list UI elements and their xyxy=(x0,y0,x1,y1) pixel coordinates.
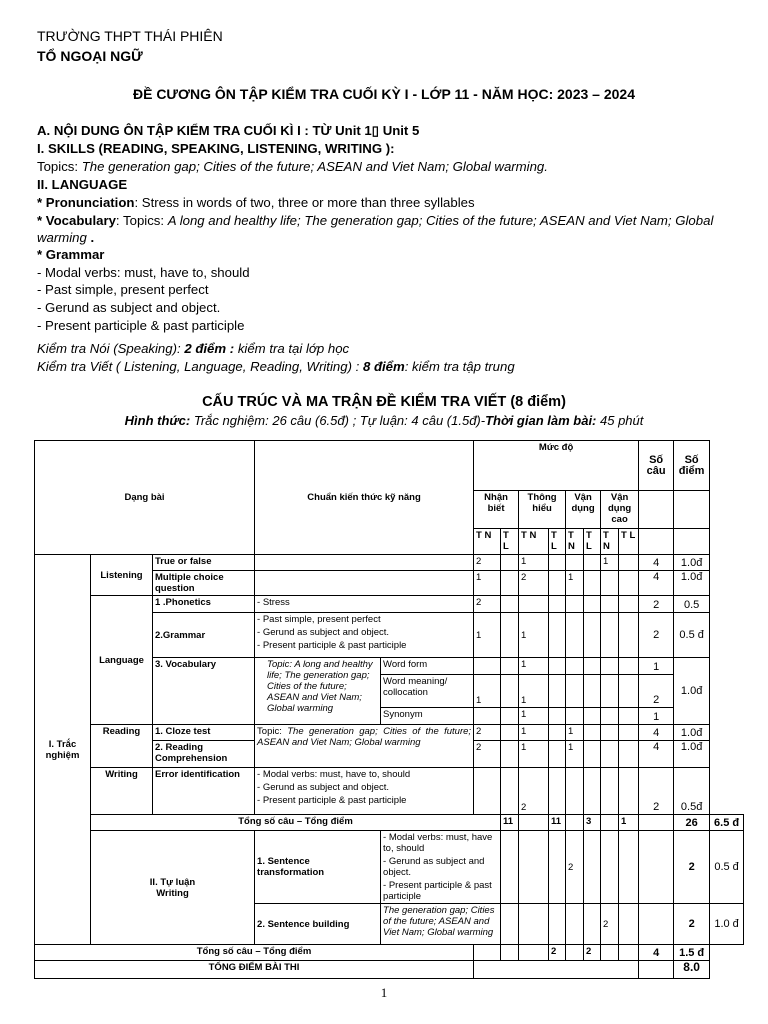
err-so-diem: 0.5đ xyxy=(674,768,710,815)
empty-cell xyxy=(549,658,566,675)
cloze-nhan-biet: 2 xyxy=(474,725,501,741)
empty-cell xyxy=(619,555,639,571)
pronunciation-line: * Pronunciation: Stress in words of two, three or more than three syllables xyxy=(37,195,475,210)
empty-cell xyxy=(601,945,619,961)
empty-cell xyxy=(549,741,566,768)
phon-nhan-biet: 2 xyxy=(474,596,501,613)
empty-cell xyxy=(619,675,639,708)
header-tl: T L xyxy=(549,529,566,555)
empty-cell xyxy=(549,831,566,904)
gram-so-cau: 2 xyxy=(639,613,674,658)
total1-so-diem: 6.5 đ xyxy=(710,815,744,831)
school-name: TRƯỜNG THPT THÁI PHIÊN xyxy=(37,28,223,44)
total2-thong-hieu-tl: 2 xyxy=(549,945,566,961)
header-tn: T N xyxy=(601,529,619,555)
grammar-standard xyxy=(255,613,474,658)
mcq-label: Multiple choice question xyxy=(153,571,255,596)
empty-cell xyxy=(601,596,619,613)
empty-cell xyxy=(584,675,601,708)
err-thong-hieu: 2 xyxy=(519,768,549,815)
header-tn: T N xyxy=(474,529,501,555)
language-heading: II. LANGUAGE xyxy=(37,177,128,192)
empty-cell xyxy=(549,904,566,945)
empty-cell xyxy=(501,675,519,708)
empty-cell xyxy=(619,741,639,768)
sb-van-dung-tl: 2 xyxy=(601,904,619,945)
mcq-so-cau: 4 xyxy=(639,571,674,596)
empty-cell xyxy=(619,571,639,596)
mcq-van-dung: 1 xyxy=(566,571,584,596)
sentence-transformation-label: 1. Sentence transformation xyxy=(255,831,381,904)
empty-cell xyxy=(566,675,584,708)
total1-so-cau: 26 xyxy=(674,815,710,831)
empty-cell xyxy=(601,741,619,768)
section-a-heading: A. NỘI DUNG ÔN TẬP KIỂM TRA CUỐI KÌ I : TỪ Unit 1▯ Unit 5 xyxy=(37,123,420,138)
header-muc-do: Mức độ xyxy=(474,441,639,491)
phon-so-diem: 0.5 xyxy=(674,596,710,613)
header-so-diem: Số điểm xyxy=(674,441,710,491)
grand-total-label: TỔNG ĐIỂM BÀI THI xyxy=(35,961,474,979)
empty-cell xyxy=(601,815,619,831)
gram-so-diem: 0.5 đ xyxy=(674,613,710,658)
empty-cell xyxy=(474,708,501,725)
gram-nhan-biet: 1 xyxy=(474,613,501,658)
mcq-thong-hieu: 2 xyxy=(519,571,549,596)
empty-cell xyxy=(674,491,710,529)
empty-cell xyxy=(619,945,639,961)
writing-standard-item: - Present participle & past participle xyxy=(383,880,492,902)
header-van-dung: Vận dụng xyxy=(566,491,601,529)
total1-van-dung: 3 xyxy=(584,815,601,831)
listening-label: Listening xyxy=(91,555,153,596)
empty-cell xyxy=(474,768,501,815)
speaking-test-line: Kiểm tra Nói (Speaking): 2 điểm : kiểm tra tại lớp học xyxy=(37,341,350,356)
empty-cell xyxy=(501,571,519,596)
sentence-building-topic: The generation gap; Cities of the future; ASEAN and Viet Nam; Global warming xyxy=(381,904,501,945)
empty-cell xyxy=(474,945,501,961)
total2-so-cau: 4 xyxy=(639,945,674,961)
grammar-standard-item: - Present participle & past participle xyxy=(257,640,407,651)
total-part-2-label: Tổng số câu – Tổng điểm xyxy=(35,945,474,961)
cloze-so-diem: 1.0đ xyxy=(674,725,710,741)
sb-so-diem: 1.0 đ xyxy=(710,904,744,945)
empty-cell xyxy=(601,658,619,675)
header-thong-hieu: Thông hiểu xyxy=(519,491,566,529)
empty-cell xyxy=(501,904,519,945)
empty-cell xyxy=(501,945,519,961)
empty-cell xyxy=(549,725,566,741)
wm-thong-hieu: 1 xyxy=(519,675,549,708)
empty-cell xyxy=(639,961,674,979)
header-chuan-kien-thuc: Chuẩn kiến thức kỹ năng xyxy=(255,441,474,555)
empty-cell xyxy=(501,596,519,613)
vocabulary-topic: Topic: A long and healthy life; The generation gap; Cities of the future; ASEAN and Viet Nam; Global warming xyxy=(255,658,381,725)
empty-cell xyxy=(549,596,566,613)
rc-van-dung: 1 xyxy=(566,741,584,768)
reading-label: Reading xyxy=(91,725,153,768)
cloze-test-label: 1. Cloze test xyxy=(153,725,255,741)
rc-so-cau: 4 xyxy=(639,741,674,768)
writing-label: Writing xyxy=(91,768,153,815)
writing-standard-item: - Gerund as subject and object. xyxy=(257,782,390,793)
tf-nhan-biet: 2 xyxy=(474,555,501,571)
total1-nhan-biet: 11 xyxy=(501,815,519,831)
word-form-label: Word form xyxy=(381,658,474,675)
word-meaning-label: Word meaning/ collocation xyxy=(381,675,474,708)
empty-cell xyxy=(584,658,601,675)
wf-thong-hieu: 1 xyxy=(519,658,549,675)
empty-cell xyxy=(601,675,619,708)
phon-so-cau: 2 xyxy=(639,596,674,613)
empty-cell xyxy=(566,815,584,831)
empty-cell xyxy=(584,613,601,658)
sentence-building-label: 2. Sentence building xyxy=(255,904,381,945)
empty-cell xyxy=(501,831,519,904)
empty-cell xyxy=(584,555,601,571)
department-name: TỔ NGOẠI NGỮ xyxy=(37,48,143,64)
empty-cell xyxy=(501,613,519,658)
page-number: 1 xyxy=(380,985,388,1000)
test-format-line: Hình thức: Trắc nghiệm: 26 câu (6.5đ) ; Tự luận: 4 câu (1.5đ)-Thời gian làm bài: 45 phút xyxy=(124,413,644,428)
grand-total-value: 8.0 xyxy=(674,961,710,979)
empty-cell xyxy=(566,768,584,815)
empty-cell xyxy=(619,768,639,815)
empty-cell xyxy=(519,904,549,945)
empty-cell xyxy=(474,658,501,675)
writing-standard-item: - Modal verbs: must, have to, should xyxy=(257,769,411,780)
empty-cell xyxy=(566,555,584,571)
synonym-label: Synonym xyxy=(381,708,474,725)
empty-cell xyxy=(566,596,584,613)
mcq-so-diem: 1.0đ xyxy=(674,571,710,596)
empty-cell xyxy=(639,831,674,904)
st-thong-hieu-tl: 2 xyxy=(566,831,584,904)
syn-thong-hieu: 1 xyxy=(519,708,549,725)
empty-cell xyxy=(549,613,566,658)
phonetics-standard: - Stress xyxy=(255,596,474,613)
empty-cell xyxy=(639,491,674,529)
header-tl: T L xyxy=(584,529,601,555)
grammar-heading: * Grammar xyxy=(37,247,105,262)
header-tn: T N xyxy=(519,529,549,555)
vocab-so-diem: 1.0đ xyxy=(674,658,710,725)
empty-cell xyxy=(549,675,566,708)
empty-cell xyxy=(549,708,566,725)
tf-so-diem: 1.0đ xyxy=(674,555,710,571)
empty-cell xyxy=(519,945,549,961)
st-so-diem: 0.5 đ xyxy=(710,831,744,904)
rc-thong-hieu: 1 xyxy=(519,741,549,768)
grammar-standard-item: - Past simple, present perfect xyxy=(257,614,381,625)
empty-cell xyxy=(501,658,519,675)
gram-thong-hieu: 1 xyxy=(519,613,549,658)
header-dang-bai: Dạng bài xyxy=(35,441,255,555)
cloze-so-cau: 4 xyxy=(639,725,674,741)
empty-cell xyxy=(584,904,601,945)
rc-nhan-biet: 2 xyxy=(474,741,501,768)
language-label: Language xyxy=(91,596,153,725)
empty-cell xyxy=(501,741,519,768)
empty-cell xyxy=(619,596,639,613)
empty-cell xyxy=(601,571,619,596)
writing-standard xyxy=(255,768,474,815)
empty-cell xyxy=(501,708,519,725)
reading-comprehension-label: 2. Reading Comprehension xyxy=(153,741,255,768)
empty-cell xyxy=(566,613,584,658)
matrix-title: CẤU TRÚC VÀ MA TRẬN ĐỀ KIỂM TRA VIẾT (8 điểm) xyxy=(202,394,566,410)
empty-cell xyxy=(601,725,619,741)
empty-cell xyxy=(674,529,710,555)
empty-cell xyxy=(584,571,601,596)
vocabulary-label: 3. Vocabulary xyxy=(153,658,255,725)
empty-cell xyxy=(501,768,519,815)
grammar-item: - Past simple, present perfect xyxy=(37,282,209,297)
empty-cell xyxy=(601,768,619,815)
vocabulary-line: * Vocabulary: Topics: A long and healthy life; The generation gap; Cities of the future; ASEAN and Viet Nam; Global warming . xyxy=(37,213,714,245)
writing-standard-item: - Present participle & past participle xyxy=(257,795,407,806)
wm-so-cau: 2 xyxy=(639,675,674,708)
empty-cell xyxy=(255,555,474,571)
total1-thong-hieu: 11 xyxy=(549,815,566,831)
empty-cell xyxy=(601,831,619,904)
grammar-standard-item: - Gerund as subject and object. xyxy=(257,627,390,638)
empty-cell xyxy=(619,613,639,658)
total2-van-dung-tl: 2 xyxy=(584,945,601,961)
writing-standard-item: - Gerund as subject and object. xyxy=(383,856,485,878)
empty-cell xyxy=(584,768,601,815)
part-1-label: I. Trắc nghiệm xyxy=(35,555,91,945)
header-tl: T L xyxy=(501,529,519,555)
reading-topic: Topic: The generation gap; Cities of the future; ASEAN and Viet Nam; Global warming xyxy=(255,725,474,768)
grammar-item: - Gerund as subject and object. xyxy=(37,300,221,315)
error-identification-label: Error identification xyxy=(153,768,255,815)
true-false-label: True or false xyxy=(153,555,255,571)
st-so-cau: 2 xyxy=(674,831,710,904)
grammar-item: - Modal verbs: must, have to, should xyxy=(37,265,250,280)
empty-cell xyxy=(619,725,639,741)
err-so-cau: 2 xyxy=(639,768,674,815)
empty-cell xyxy=(474,961,639,979)
empty-cell xyxy=(501,725,519,741)
mcq-nhan-biet: 1 xyxy=(474,571,501,596)
empty-cell xyxy=(549,571,566,596)
empty-cell xyxy=(549,768,566,815)
grammar-item: - Present participle & past participle xyxy=(37,318,245,333)
empty-cell xyxy=(584,831,601,904)
header-van-dung-cao: Vận dụng cao xyxy=(601,491,639,529)
empty-cell xyxy=(519,831,549,904)
writing-test-line: Kiểm tra Viết ( Listening, Language, Reading, Writing) : 8 điểm: kiểm tra tập trung xyxy=(37,359,515,374)
empty-cell xyxy=(584,741,601,768)
empty-cell xyxy=(584,708,601,725)
writing-standard-item: - Modal verbs: must, have to, should xyxy=(383,832,493,854)
syn-so-cau: 1 xyxy=(639,708,674,725)
tf-so-cau: 4 xyxy=(639,555,674,571)
tf-thong-hieu: 1 xyxy=(519,555,549,571)
wf-so-cau: 1 xyxy=(639,658,674,675)
cloze-thong-hieu: 1 xyxy=(519,725,549,741)
empty-cell xyxy=(584,725,601,741)
empty-cell xyxy=(639,529,674,555)
rc-so-diem: 1.0đ xyxy=(674,741,710,768)
empty-cell xyxy=(639,815,674,831)
empty-cell xyxy=(601,708,619,725)
total-part-1-label: Tổng số câu – Tổng điểm xyxy=(91,815,501,831)
cloze-van-dung: 1 xyxy=(566,725,584,741)
empty-cell xyxy=(601,613,619,658)
total2-so-diem: 1.5 đ xyxy=(674,945,710,961)
header-tl: T L xyxy=(619,529,639,555)
empty-cell xyxy=(519,596,549,613)
transformation-standard xyxy=(381,831,501,904)
skills-topics: Topics: The generation gap; Cities of the future; ASEAN and Viet Nam; Global warming. xyxy=(37,159,548,174)
empty-cell xyxy=(566,945,584,961)
empty-cell xyxy=(519,815,549,831)
empty-cell xyxy=(549,555,566,571)
test-matrix-table xyxy=(34,440,744,979)
empty-cell xyxy=(255,571,474,596)
empty-cell xyxy=(619,658,639,675)
empty-cell xyxy=(619,708,639,725)
empty-cell xyxy=(584,596,601,613)
wm-nhan-biet: 1 xyxy=(474,675,501,708)
total1-van-dung-cao: 1 xyxy=(619,815,639,831)
header-so-cau: Số câu xyxy=(639,441,674,491)
empty-cell xyxy=(639,904,674,945)
empty-cell xyxy=(619,831,639,904)
sb-so-cau: 2 xyxy=(674,904,710,945)
grammar-label: 2.Grammar xyxy=(153,613,255,658)
tf-van-dung-cao: 1 xyxy=(601,555,619,571)
part-2-label: II. Tự luận Writing xyxy=(91,831,255,945)
empty-cell xyxy=(619,904,639,945)
empty-cell xyxy=(501,555,519,571)
header-nhan-biet: Nhận biết xyxy=(474,491,519,529)
empty-cell xyxy=(566,658,584,675)
document-title: ĐỀ CƯƠNG ÔN TẬP KIỂM TRA CUỐI KỲ I - LỚP 11 - NĂM HỌC: 2023 – 2024 xyxy=(132,86,635,102)
empty-cell xyxy=(566,904,584,945)
header-tn: T N xyxy=(566,529,584,555)
phonetics-label: 1 .Phonetics xyxy=(153,596,255,613)
empty-cell xyxy=(566,708,584,725)
skills-heading: I. SKILLS (READING, SPEAKING, LISTENING, WRITING ): xyxy=(37,141,395,156)
